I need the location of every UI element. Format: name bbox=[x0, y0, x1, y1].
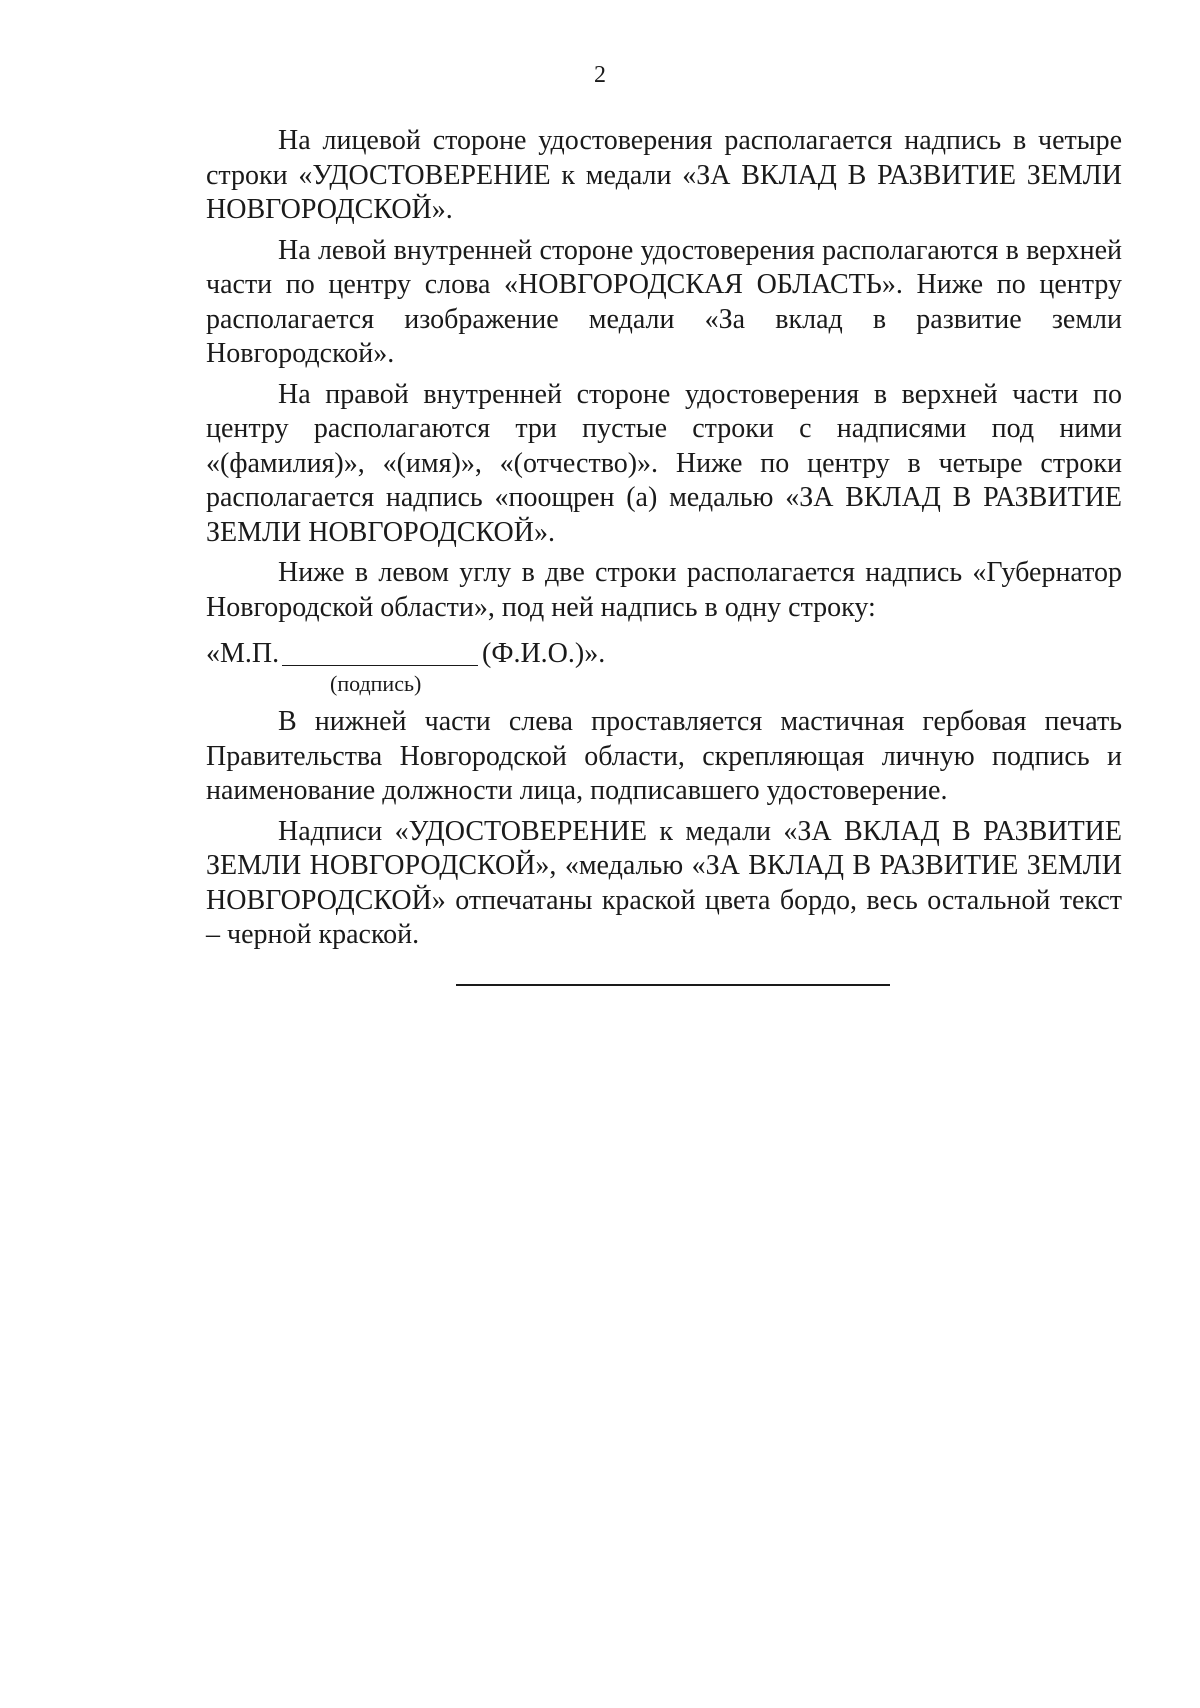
fio-label: (Ф.И.О.)». bbox=[482, 638, 606, 669]
closing-rule bbox=[456, 984, 890, 986]
paragraph-front-side: На лицевой стороне удостоверения располагается надпись в четыре строки «УДОСТОВЕРЕНИЕ к медали «ЗА ВКЛАД В РАЗВИТИЕ ЗЕМЛИ НОВГОРОДСКОЙ». bbox=[206, 125, 1122, 225]
signature-caption: (подпись) bbox=[330, 671, 422, 696]
paragraph-right-inner-side: На правой внутренней стороне удостоверения в верхней части по центру располагаются три пустые строки с надписями под ними «(фамилия)», «(имя)», «(отчество)». Ниже по центру в четыре строки располагается надпись «поощрен (а) медалью «ЗА ВКЛАД В РАЗВИТИЕ ЗЕМЛИ НОВГОРОДСКОЙ». bbox=[206, 378, 1122, 548]
signature-line bbox=[206, 637, 1122, 671]
paragraph-left-inner-side: На левой внутренней стороне удостоверения располагаются в верхней части по центру слова «НОВГОРОДСКАЯ ОБЛАСТЬ». Ниже по центру располагается изображение медали «За вклад в развитие земли Новгородской». bbox=[206, 234, 1122, 369]
paragraph-colors: Надписи «УДОСТОВЕРЕНИЕ к медали «ЗА ВКЛАД В РАЗВИТИЕ ЗЕМЛИ НОВГОРОДСКОЙ», «медалью «ЗА ВКЛАД В РАЗВИТИЕ ЗЕМЛИ НОВГОРОДСКОЙ» отпечатаны краской цвета бордо, весь остальной текст – черной краской. bbox=[206, 815, 1122, 950]
document-body bbox=[206, 124, 1122, 959]
signature-caption-row bbox=[206, 671, 1122, 697]
page-number: 2 bbox=[594, 62, 606, 88]
signature-blank bbox=[282, 665, 478, 666]
seal-label: «М.П. bbox=[206, 638, 280, 669]
paragraph-governor-inscription: Ниже в левом углу в две строки располагается надпись «Губернатор Новгородской области», под ней надпись в одну строку: bbox=[206, 557, 1122, 623]
paragraph-seal: В нижней части слева проставляется мастичная гербовая печать Правительства Новгородской области, скрепляющая личную подпись и наименование должности лица, подписавшего удостоверение. bbox=[206, 706, 1122, 806]
